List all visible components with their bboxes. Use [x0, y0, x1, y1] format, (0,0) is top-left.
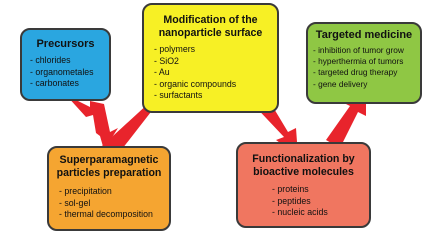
particle-preparation-box — [47, 146, 171, 231]
surface-modification-box — [142, 3, 279, 113]
title-line: bioactive molecules — [253, 165, 354, 178]
precursors-list — [30, 55, 109, 90]
list-item: - organometales — [30, 67, 109, 79]
functionalization-list — [272, 184, 369, 219]
title-line: Modification of the — [163, 14, 258, 26]
list-item: - gene delivery — [313, 79, 420, 90]
precursors-title: Precursors — [36, 38, 95, 50]
targeted-medicine-box — [306, 22, 422, 104]
title-line: nanoparticle surface — [158, 26, 263, 39]
surface-modification-list — [154, 44, 277, 102]
list-item: - hyperthermia of tumors — [313, 56, 420, 67]
functionalization-box — [236, 142, 371, 228]
list-item: - peptides — [272, 196, 369, 208]
targeted-medicine-title: Targeted medicine — [315, 29, 413, 41]
particle-preparation-list — [59, 186, 169, 221]
list-item: - carbonates — [30, 78, 109, 90]
list-item: - proteins — [272, 184, 369, 196]
list-item: - sol-gel — [59, 198, 169, 210]
functionalization-title — [238, 153, 369, 178]
list-item: - precipitation — [59, 186, 169, 198]
list-item: - thermal decomposition — [59, 209, 169, 221]
list-item: - inhibition of tumor grow — [313, 45, 420, 56]
list-item: - SiO2 — [154, 56, 277, 68]
list-item: - surfactants — [154, 90, 277, 102]
list-item: - Au — [154, 67, 277, 79]
surface-modification-title — [144, 14, 277, 39]
targeted-medicine-list — [313, 45, 420, 90]
list-item: - organic compounds — [154, 79, 277, 91]
list-item: - chlorides — [30, 55, 109, 67]
list-item: - nucleic acids — [272, 207, 369, 219]
precursors-box — [20, 28, 111, 101]
list-item: - targeted drug therapy — [313, 67, 420, 78]
title-line: Functionalization by — [252, 153, 355, 165]
title-line: particles preparation — [56, 166, 162, 179]
title-line: Superparamagnetic — [59, 154, 159, 166]
particle-preparation-title — [49, 154, 169, 179]
list-item: - polymers — [154, 44, 277, 56]
